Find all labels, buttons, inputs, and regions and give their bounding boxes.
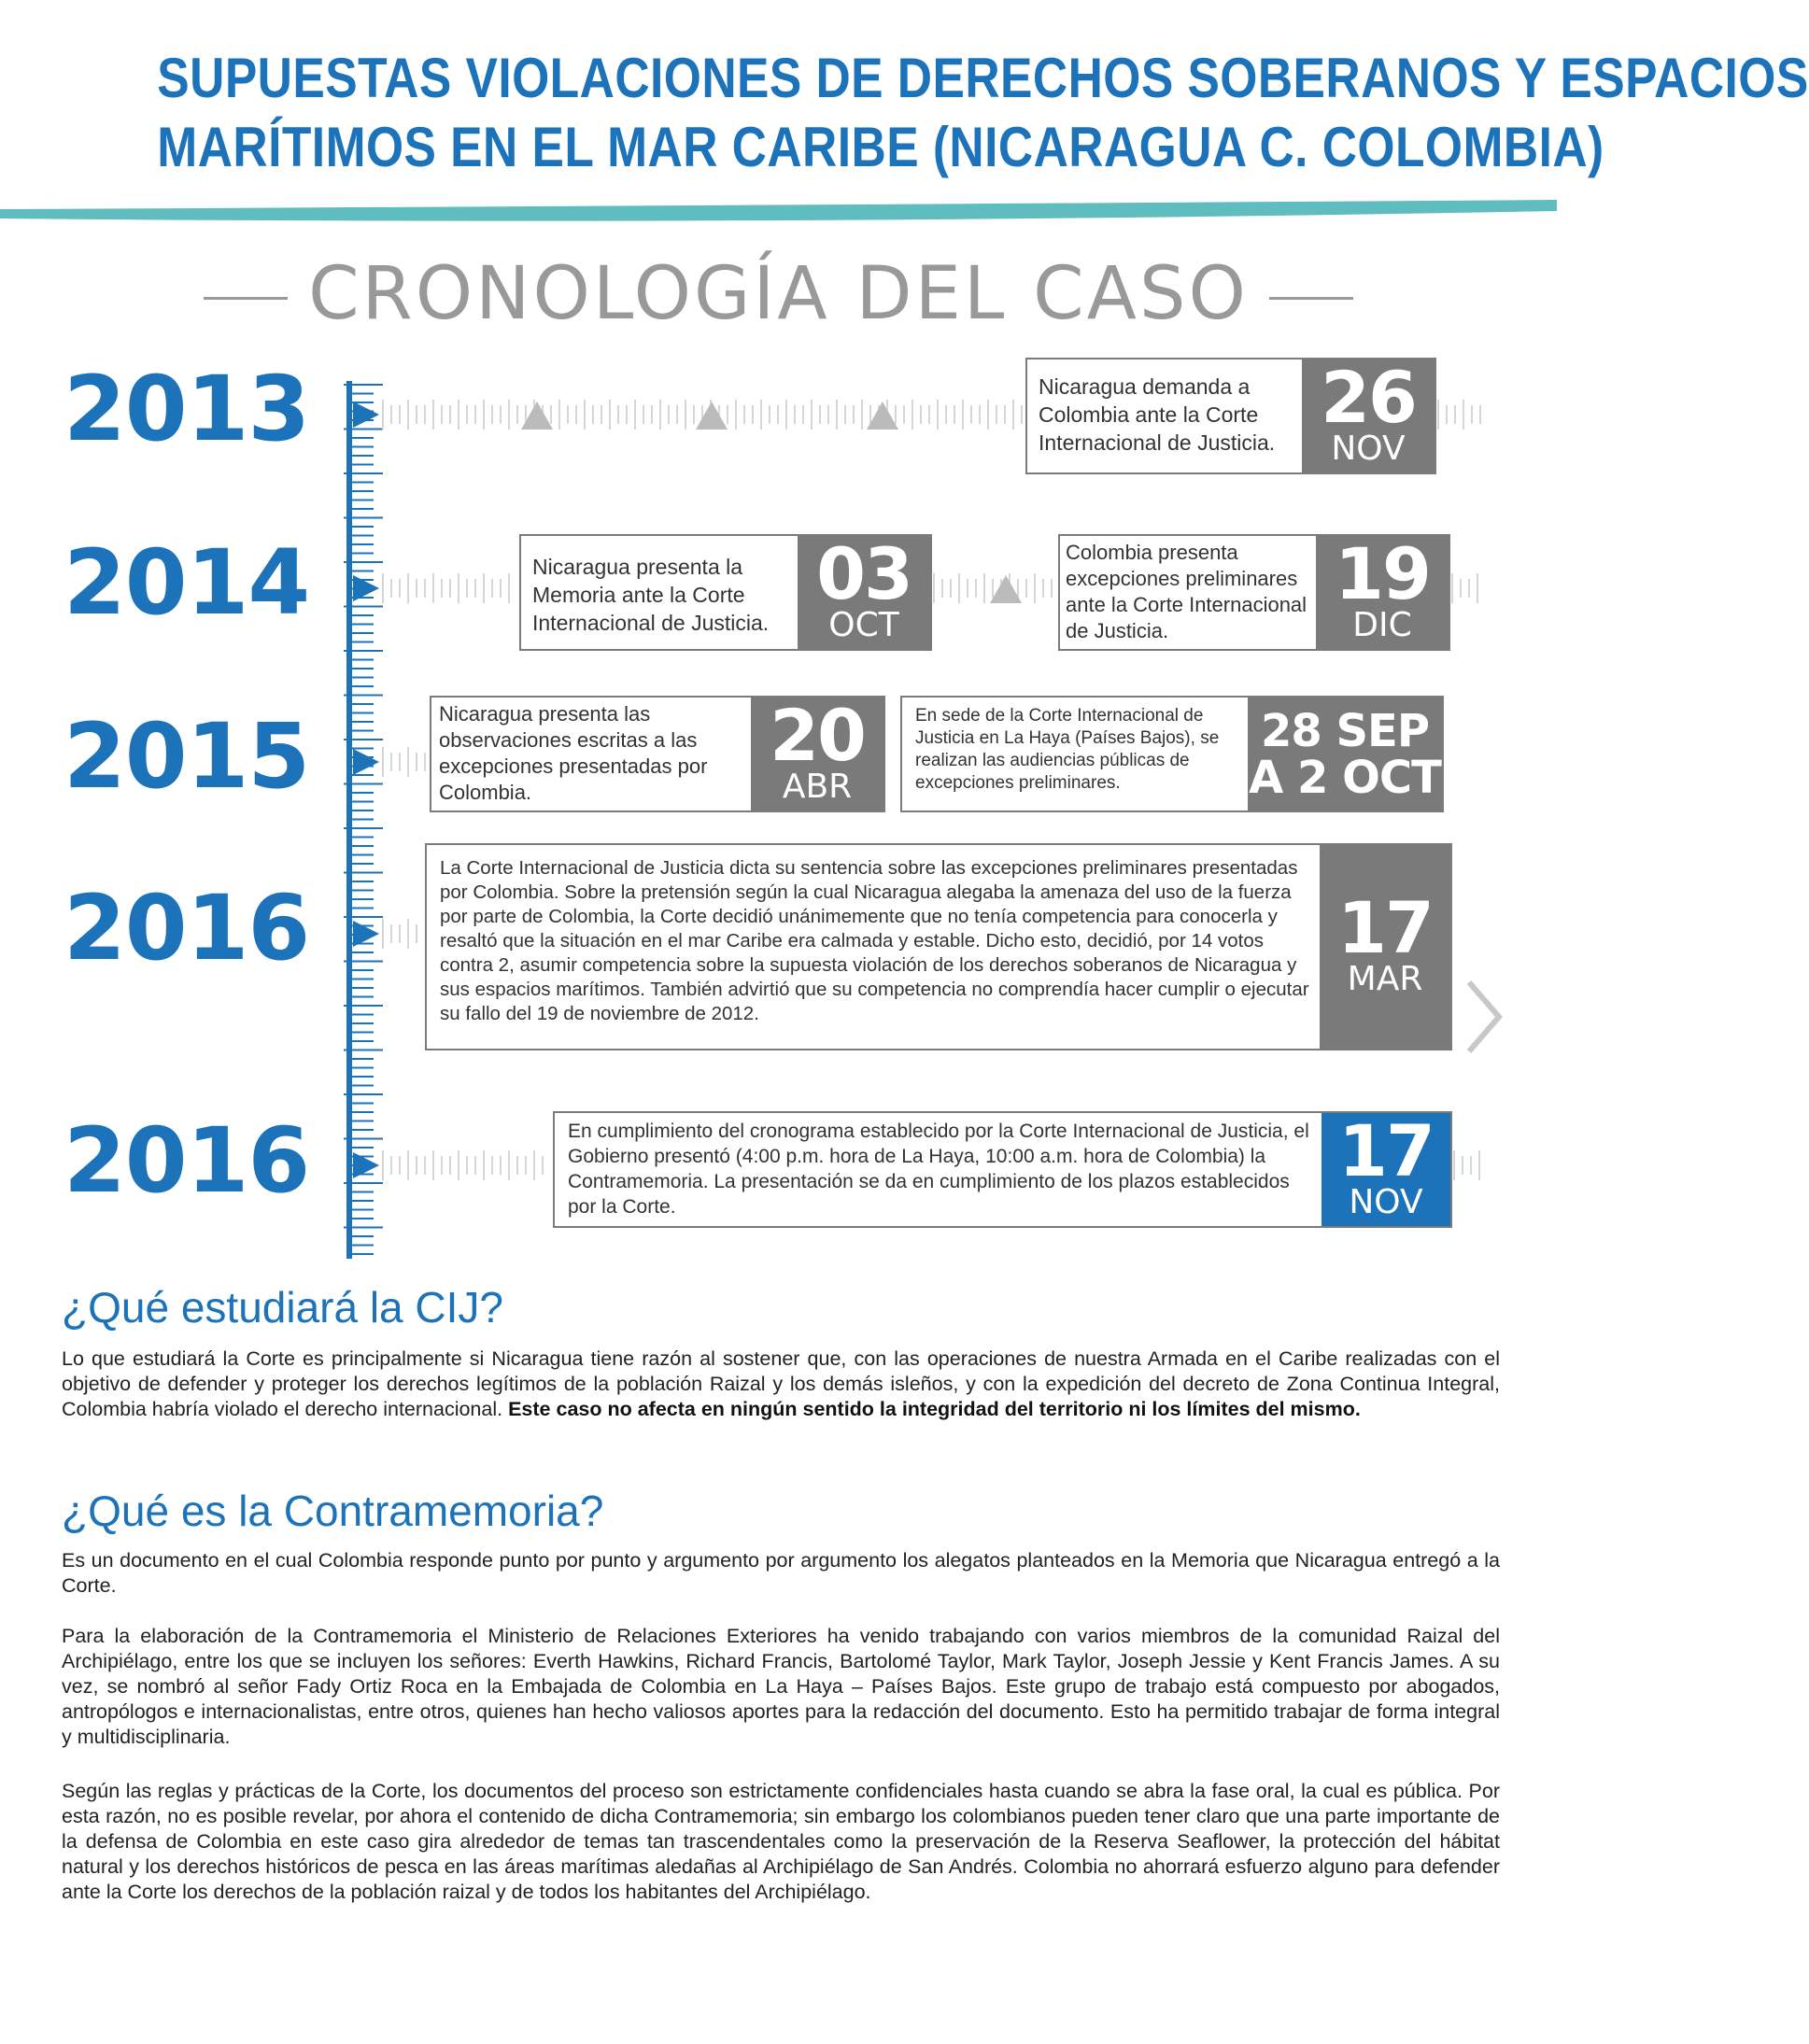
event-2016-mar <box>425 843 1452 1050</box>
event-text: En sede de la Corte Internacional de Justicia en La Haya (Países Bajos), se realizan las audiencias públicas de excepciones preliminares. <box>915 706 1220 793</box>
tick-triangle <box>696 402 728 430</box>
paragraph-cij-bold: Este caso no afecta en ningún sentido la integridad del territorio ni los límites del mismo. <box>508 1398 1361 1420</box>
event-date <box>1316 531 1449 649</box>
event-date <box>1302 355 1434 472</box>
event-text: Nicaragua presenta las observaciones escritas a las excepciones presentadas por Colombia. <box>439 702 708 804</box>
event-day: 17 <box>1338 1108 1434 1192</box>
marker-2016-mar <box>353 921 379 947</box>
marker-2016-nov <box>353 1152 379 1178</box>
paragraph-cij <box>62 1346 1500 1422</box>
tick-triangle <box>990 575 1022 603</box>
event-day: 17 <box>1337 886 1433 969</box>
year-2015: 2015 <box>64 704 310 809</box>
main-title-line1: SUPUESTAS VIOLACIONES DE DERECHOS SOBERANOS Y ESPACIOS <box>157 47 1809 109</box>
event-date <box>1248 698 1442 811</box>
event-2014-dic <box>1058 531 1450 651</box>
event-2015-sep <box>900 696 1444 812</box>
event-month: DIC <box>1352 605 1412 644</box>
heading-contramemoria: ¿Qué es la Contramemoria? <box>62 1487 604 1535</box>
event-2015-abr <box>430 693 885 812</box>
event-date <box>1321 1108 1450 1226</box>
event-text: La Corte Internacional de Justicia dicta su sentencia sobre las excepciones preliminares presentadas por Colombia. Sobre la pretensión según la cual Nicaragua alegaba la amenaza del uso de la fuerza por parte de Colombia, la Corte decidió unánimemente que no tenía competencia para conocerla y resaltó que la situación en el mar Caribe era calmada y estable. Dicho esto, decidió, por 14 votos contra 2, asumir competencia sobre la supuesta violación de los derechos soberanos de Nicaragua y sus espacios marítimos. También advirtió que su competencia no comprendía hacer cumplir o ejecutar su fallo del 19 de noviembre de 2012. <box>440 857 1309 1024</box>
marker-2014 <box>353 575 379 601</box>
tick-triangle <box>867 402 898 430</box>
marker-2015 <box>353 749 379 775</box>
event-date <box>751 693 883 811</box>
paragraph-contramemoria-1: Es un documento en el cual Colombia responde punto por punto y argumento por argumento los alegatos planteados en la Memoria que Nicaragua entregó a la Corte. <box>62 1549 1500 1597</box>
event-date <box>798 531 930 649</box>
year-2014: 2014 <box>64 530 310 635</box>
section-title-text: CRONOLOGÍA DEL CASO <box>308 252 1249 336</box>
event-text: Colombia presenta excepciones preliminares ante la Corte Internacional de Justicia. <box>1066 541 1307 642</box>
event-2013-nov <box>1025 355 1436 474</box>
year-2013: 2013 <box>64 357 310 461</box>
event-month: NOV <box>1349 1182 1423 1221</box>
paragraph-contramemoria-3: Según las reglas y prácticas de la Corte, los documentos del proceso son estrictamente confidenciales hasta cuando se abra la fase oral, la cual es pública. Por esta razón, no es posible revelar, por ahora el contenido de dicha Contramemoria; sin embargo los colombianos pueden tener claro que una parte importante de la defensa de Colombia en este caso gira alrededor de temas tan trascendentales como la preservación de la Reserva Seaflower, la protección del hábitat natural y los derechos históricos de pesca en las áreas marítimas aledañas al Archipiélago de San Andrés. Colombia no ahorrará esfuerzo alguno para defender ante la Corte los derechos de la población raizal y de todos los habitantes del Archipiélago. <box>62 1780 1500 1903</box>
event-text: Nicaragua demanda a Colombia ante la Corte Internacional de Justicia. <box>1039 374 1276 455</box>
event-month: ABR <box>782 767 853 806</box>
event-date <box>1320 845 1450 1049</box>
chevron-right-icon <box>1463 979 1506 1055</box>
event-month: MAR <box>1347 960 1423 998</box>
paragraph-cij-text: Lo que estudiará la Corte es principalmente si Nicaragua tiene razón al sostener que, con las operaciones de nuestra Armada en el Caribe realizadas con el objetivo de defender y proteger los derechos legítimos de la población Raizal y los demás isleños, y con la expedición del decreto de Zona Continua Integral, Colombia habría violado el derecho internacional. <box>62 1347 1500 1420</box>
event-text: En cumplimiento del cronograma establecido por la Corte Internacional de Justicia, el Gobierno presentó (4:00 p.m. hora de La Haya, 10:00 a.m. hora de Colombia) la Contramemoria. La presentación se da en cumplimiento de los plazos establecidos por la Corte. <box>568 1121 1309 1218</box>
main-title-line2: MARÍTIMOS EN EL MAR CARIBE (NICARAGUA C. COLOMBIA) <box>157 116 1604 178</box>
event-text: Nicaragua presenta la Memoria ante la Corte Internacional de Justicia. <box>532 555 770 635</box>
event-month: NOV <box>1331 429 1406 468</box>
event-day: 20 <box>770 693 865 777</box>
event-2014-oct <box>519 531 932 651</box>
event-day: 19 <box>1335 531 1430 615</box>
year-2016-nov: 2016 <box>64 1108 310 1213</box>
event-range-end: A 2 OCT <box>1249 751 1441 804</box>
year-2016-mar: 2016 <box>64 876 310 980</box>
event-day: 03 <box>816 531 912 615</box>
event-range-start: 28 SEP <box>1260 704 1430 757</box>
event-month: OCT <box>828 605 899 644</box>
event-day: 26 <box>1321 355 1416 439</box>
event-2016-nov <box>553 1108 1452 1228</box>
marker-2013 <box>353 402 379 428</box>
tick-triangle <box>521 402 553 430</box>
paragraph-contramemoria-2: Para la elaboración de la Contramemoria el Ministerio de Relaciones Exteriores ha venido trabajando con varios miembros de la comunidad Raizal del Archipiélago, entre los que se incluyen los señores: Everth Hawkins, Richard Francis, Bartolomé Taylor, Mark Taylor, Joseph Jessie y Kent Francis James. A su vez, se nombró al señor Fady Ortiz Roca en la Embajada de Colombia en La Haya – Países Bajos. Este grupo de trabajo está compuesto por abogados, antropólogos e internacionalistas, entre otros, quienes han hecho valiosos aportes para la redacción del documento. Esto ha permitido trabajar de forma integral y multidisciplinaria. <box>62 1625 1500 1748</box>
heading-cij: ¿Qué estudiará la CIJ? <box>62 1283 504 1332</box>
